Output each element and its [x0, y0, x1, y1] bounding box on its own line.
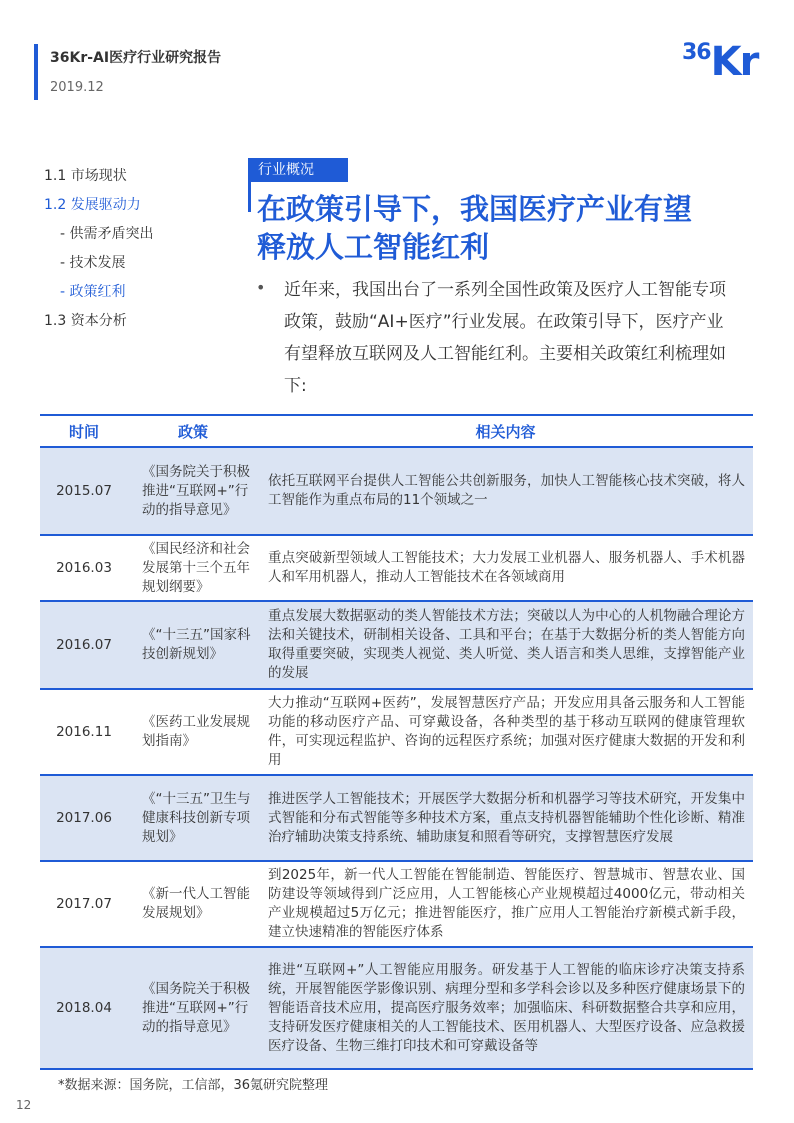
header-policy: 政策 — [128, 415, 258, 447]
row-policy: 《国民经济和社会发展第十三个五年规划纲要》 — [128, 535, 258, 601]
table-row — [40, 861, 753, 947]
section-tag: 行业概况 — [248, 158, 348, 182]
table-row — [40, 601, 753, 689]
intro-paragraph: 近年来，我国出台了一系列全国性政策及医疗人工智能专项政策，鼓励“AI+医疗”行业发展。在政策引导下，医疗产业有望释放互联网及人工智能红利。主要相关政策红利梳理如下: — [284, 280, 726, 396]
toc-item-tech-development[interactable]: - 技术发展 — [60, 255, 126, 271]
row-policy: 《新一代人工智能发展规划》 — [128, 861, 258, 947]
headline-accent-line — [248, 182, 251, 212]
row-time: 2016.03 — [40, 535, 128, 601]
row-time: 2016.07 — [40, 601, 128, 689]
data-source-note: *数据来源：国务院，工信部，36氪研究院整理 — [58, 1078, 329, 1093]
page-headline — [257, 190, 757, 266]
row-policy: 《医药工业发展规划指南》 — [128, 689, 258, 775]
row-time: 2015.07 — [40, 447, 128, 535]
row-policy: 《国务院关于积极推进“互联网+”行动的指导意见》 — [128, 447, 258, 535]
row-content: 重点突破新型领域人工智能技术；大力发展工业机器人、服务机器人、手术机器人和军用机器人，推动人工智能技术在各领域商用 — [258, 535, 753, 601]
row-content: 到2025年，新一代人工智能在智能制造、智能医疗、智慧城市、智慧农业、国防建设等领域得到广泛应用，人工智能核心产业规模超过4000亿元，带动相关产业规模超过5万亿元；推进智能医疗，推广应用人工智能治疗新模式新手段，建立快速精准的智能医疗体系 — [258, 861, 753, 947]
row-content: 推进“互联网+”人工智能应用服务。研发基于人工智能的临床诊疗决策支持系统，开展智能医学影像识别、病理分型和多学科会诊以及多种医疗健康场景下的智能语音技术应用，提高医疗服务效率；加强临床、科研数据整合共享和应用，支持研发医疗健康相关的人工智能技术、医用机器人、大型医疗设备、应急救援医疗设备、生物三维打印技术和可穿戴设备等 — [258, 947, 753, 1069]
row-policy: 《“十三五”卫生与健康科技创新专项规划》 — [128, 775, 258, 861]
headline-line-2: 释放人工智能红利 — [257, 230, 490, 264]
row-time: 2016.11 — [40, 689, 128, 775]
page-number: 12 — [16, 1098, 32, 1112]
header-content: 相关内容 — [258, 415, 753, 447]
row-policy: 《国务院关于积极推进“互联网+”行动的指导意见》 — [128, 947, 258, 1069]
row-policy: 《“十三五”国家科技创新规划》 — [128, 601, 258, 689]
report-title: 36Kr-AI医疗行业研究报告 — [50, 50, 222, 66]
row-content: 重点发展大数据驱动的类人智能技术方法；突破以人为中心的人机物融合理论方法和关键技术，研制相关设备、工具和平台；在基于大数据分析的类人智能方向取得重要突破，实现类人视觉、类人听觉、类人语言和类人思维，支撑智能产业的发展 — [258, 601, 753, 689]
36kr-logo: 36Kr — [682, 39, 758, 85]
bullet-icon: • — [256, 278, 266, 297]
table-header-row — [40, 415, 753, 447]
row-time: 2017.07 — [40, 861, 128, 947]
toc-item-drivers[interactable]: 1.2 发展驱动力 — [44, 197, 141, 213]
table-row — [40, 947, 753, 1069]
row-time: 2017.06 — [40, 775, 128, 861]
toc-item-policy-dividend[interactable]: - 政策红利 — [60, 284, 126, 300]
table-row — [40, 689, 753, 775]
table-of-contents — [44, 162, 154, 336]
row-content: 依托互联网平台提供人工智能公共创新服务，加快人工智能核心技术突破，将人工智能作为重点布局的11个领域之一 — [258, 447, 753, 535]
report-date: 2019.12 — [50, 80, 104, 95]
policy-table — [40, 414, 753, 1070]
toc-item-capital-analysis[interactable]: 1.3 资本分析 — [44, 313, 127, 329]
table-row — [40, 775, 753, 861]
toc-item-supply-demand[interactable]: - 供需矛盾突出 — [60, 226, 154, 242]
row-time: 2018.04 — [40, 947, 128, 1069]
table-row — [40, 535, 753, 601]
header-accent-bar — [34, 44, 38, 100]
toc-item-market-status[interactable]: 1.1 市场现状 — [44, 168, 127, 184]
headline-line-1: 在政策引导下，我国医疗产业有望 — [257, 192, 693, 226]
row-content: 推进医学人工智能技术；开展医学大数据分析和机器学习等技术研究，开发集中式智能和分布式智能等多种技术方案，重点支持机器智能辅助个性化诊断、精准治疗辅助决策支持系统、辅助康复和照看等研究，支撑智慧医疗发展 — [258, 775, 753, 861]
row-content: 大力推动“互联网+医药”，发展智慧医疗产品；开发应用具备云服务和人工智能功能的移动医疗产品、可穿戴设备，各种类型的基于移动互联网的健康管理软件，可实现远程监护、咨询的远程医疗系统；加强对医疗健康大数据的开发和利用 — [258, 689, 753, 775]
header-time: 时间 — [40, 415, 128, 447]
table-row — [40, 447, 753, 535]
